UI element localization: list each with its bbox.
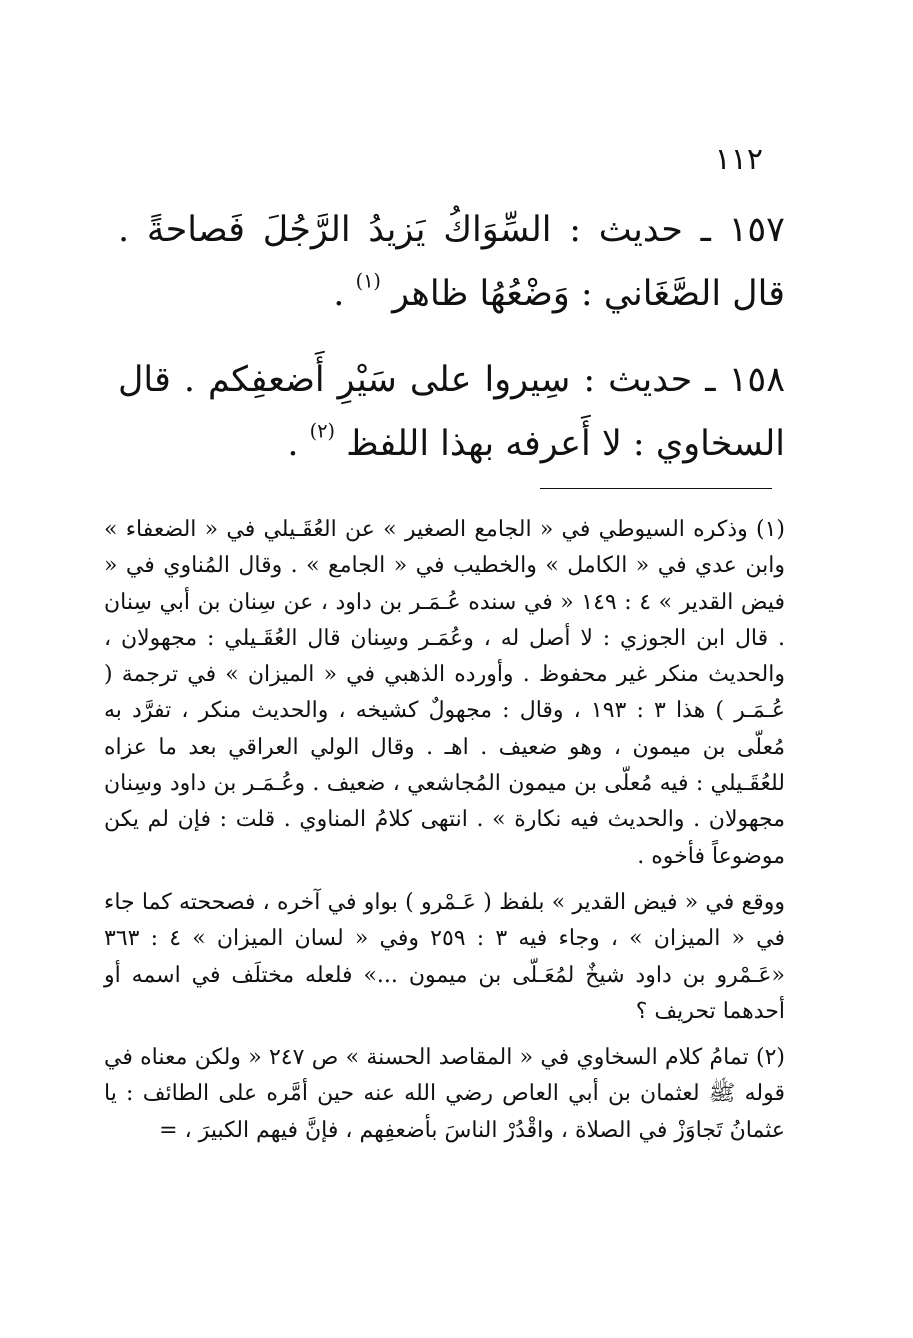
entry-text: حديث : السِّوَاكُ يَزيدُ الرَّجُلَ فَصاحةً . قال الصَّغَاني : وَضْعُهُا ظاهر [118,210,785,314]
entry-end: . [333,274,345,314]
footnotes [104,512,785,1159]
entry-number: ١٥٨ [728,360,785,400]
footnote-1: (١) وذكره السيوطي في « الجامع الصغير » عن العُقَـيلي في « الضعفاء » وابن عدي في « الكامل » والخطيب في « الجامع » . وقال المُناوي في « فيض القدير » ٤ : ١٤٩ « في سنده عُـمَـر بن داود ، عن سِنان بن أبي سِنان . قال ابن الجوزي : لا أصل له ، وعُمَـر وسِنان قال العُقَـيلي : مجهولان ، والحديث منكر غير محفوظ . وأورده الذهبي في « الميزان » في ترجمة ( عُـمَـر ) هذا ٣ : ١٩٣ ، وقال : مجهولٌ كشيخه ، والحديث منكر ، تفرَّد به مُعلّى بن ميمون ، وهو ضعيف . اهـ . وقال الولي العراقي بعد ما عزاه للعُقَـيلي : فيه مُعلّى بن ميمون المُجاشعي ، ضعيف . وعُـمَـر بن داود وسِنان مجهولان . والحديث فيه نكارة » . انتهى كلامُ المناوي . قلت : فإن لم يكن موضوعاً فأخوه . [104,517,785,869]
entry-number: ١٥٧ [728,210,785,250]
entry-157 [118,198,785,326]
footnote-1-continuation: ووقع في « فيض القدير » بلفظ ( عَـمْرو ) بواو في آخره ، فصححته كما جاء في « الميزان » ، وجاء فيه ٣ : ٢٥٩ وفي « لسان الميزان » ٤ : ٣٦٣ «عَـمْرو بن داود شيخٌ لمُعَـلّى بن ميمون ...» فلعله مختلَف في اسمه أو أحدهما تحريف ؟ [104,889,786,1024]
entry-158 [118,348,785,476]
entry-paragraph: ١٥٨ ـ حديث : سِيروا على سَيْرِ أَضعفِكم . قال السخاوي : لا أَعرفه بهذا اللفظ $^{(٢)}$ . [118,360,785,464]
entry-text: حديث : سِيروا على سَيْرِ أَضعفِكم . قال السخاوي : لا أَعرفه بهذا اللفظ [118,360,785,464]
entry-paragraph: ١٥٧ ـ حديث : السِّوَاكُ يَزيدُ الرَّجُلَ فَصاحةً . قال الصَّغَاني : وَضْعُهُا ظاهر $^{(١)}$ . [118,210,785,314]
footnote-reference: (١) [355,269,381,293]
page-number: ١١٢ [714,142,763,177]
entry-end: . [287,424,299,464]
footnote-reference: (٢) [309,419,336,443]
footnote-separator [540,488,772,489]
footnote-2: (٢) تمامُ كلام السخاوي في « المقاصد الحسنة » ص ٢٤٧ « ولكن معناه في قوله ﷺ لعثمان بن أبي العاص رضي الله عنه حين أمَّره على الطائف : يا عثمانُ تَجاوَزْ في الصلاة ، واقْدُرْ الناسَ بأضعفِهم ، فإنَّ فيهم الكبيرَ ، = [104,1045,785,1143]
